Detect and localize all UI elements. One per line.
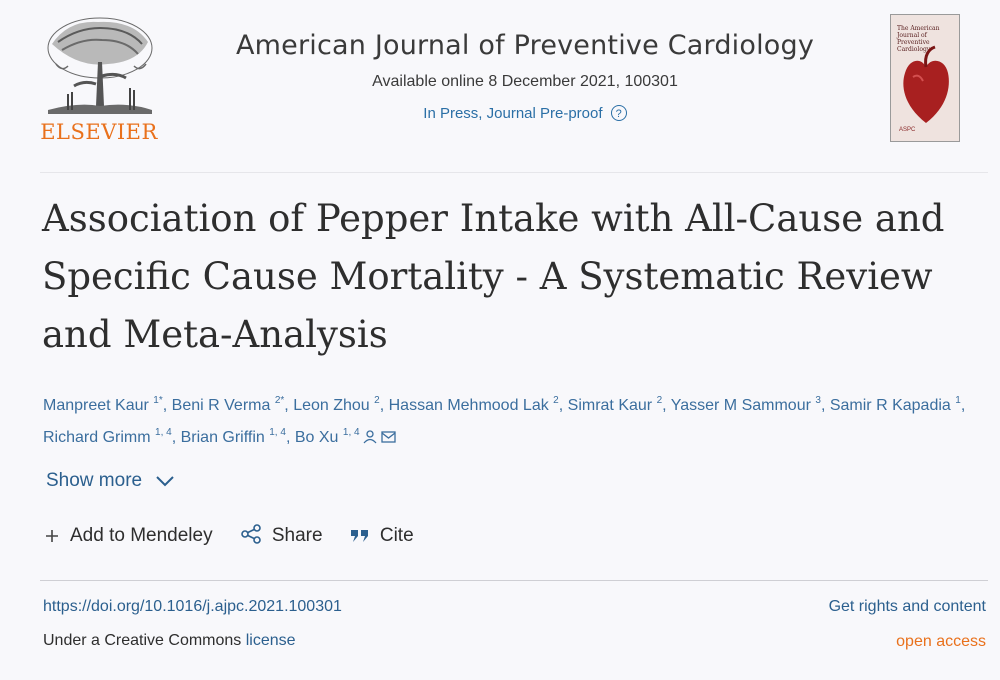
author-affiliation: 1, 4 xyxy=(342,427,360,438)
author-affiliation: 2* xyxy=(274,395,285,406)
elsevier-tree-icon xyxy=(38,14,160,118)
author-affiliation: 1, 4 xyxy=(155,427,172,438)
author-affiliation: 2 xyxy=(374,395,380,406)
author-link[interactable] xyxy=(293,397,380,414)
author-separator: , xyxy=(284,397,289,414)
author-separator: , xyxy=(820,397,826,414)
article-actions xyxy=(44,524,436,552)
person-email-icon[interactable] xyxy=(363,430,397,444)
author-name: Leon Zhou xyxy=(293,397,370,414)
author-link[interactable] xyxy=(389,397,559,414)
author-name: Manpreet Kaur xyxy=(43,397,149,414)
author-separator: , xyxy=(960,397,966,414)
elsevier-wordmark: ELSEVIER xyxy=(40,120,158,144)
author-name: Bo Xu xyxy=(294,429,339,446)
author-separator: , xyxy=(171,429,177,446)
license-text xyxy=(43,632,296,650)
cover-footer: ASPC xyxy=(899,127,916,133)
header-divider xyxy=(40,172,988,173)
show-more-button[interactable] xyxy=(46,470,175,492)
author-link[interactable] xyxy=(671,397,821,414)
author-name: Simrat Kaur xyxy=(567,397,653,414)
cover-title: The American Journal of Preventive Cardiology xyxy=(897,25,940,53)
quote-icon xyxy=(350,528,370,544)
author-link[interactable] xyxy=(568,397,662,414)
author-name: Beni R Verma xyxy=(171,397,271,414)
author-link[interactable] xyxy=(172,397,285,414)
author-list xyxy=(43,390,983,454)
journal-info xyxy=(190,30,860,122)
help-icon[interactable]: ? xyxy=(611,105,627,121)
heart-icon xyxy=(891,15,961,143)
article-title: Association of Pepper Intake with All-Cause and Specific Cause Mortality - A Systematic Review and Meta-Analysis xyxy=(42,197,945,356)
author-separator: , xyxy=(558,397,564,414)
license-prefix: Under a Creative Commons xyxy=(43,632,246,649)
share-button[interactable] xyxy=(240,524,323,547)
plus-icon xyxy=(44,528,60,544)
author-name: Brian Griffin xyxy=(180,429,265,446)
author-affiliation: 1 xyxy=(955,395,961,406)
journal-header xyxy=(0,0,1000,172)
rights-link[interactable]: Get rights and content xyxy=(828,598,986,615)
author-separator: , xyxy=(662,397,667,414)
author-name: Richard Grimm xyxy=(43,429,151,446)
journal-status[interactable] xyxy=(190,105,860,122)
chevron-down-icon xyxy=(155,475,175,487)
author-name: Samir R Kapadia xyxy=(829,397,951,414)
cite-button[interactable] xyxy=(350,525,414,547)
author-affiliation: 3 xyxy=(815,395,821,406)
author-name: Hassan Mehmood Lak xyxy=(388,397,549,414)
availability-date: Available online 8 December 2021, 100301 xyxy=(372,73,678,90)
author-affiliation: 1* xyxy=(153,395,163,406)
author-affiliation: 2 xyxy=(656,395,663,406)
journal-title[interactable]: American Journal of Preventive Cardiology xyxy=(235,30,815,61)
elsevier-logo[interactable] xyxy=(38,14,160,146)
cite-label: Cite xyxy=(379,525,414,546)
doi-link[interactable]: https://doi.org/10.1016/j.ajpc.2021.100301 xyxy=(43,598,342,615)
author-name: Yasser M Sammour xyxy=(670,397,811,414)
author-separator: , xyxy=(379,397,385,414)
author-affiliation: 1, 4 xyxy=(269,427,286,438)
journal-cover[interactable] xyxy=(890,14,960,142)
add-to-mendeley-button[interactable] xyxy=(44,525,213,547)
author-link[interactable] xyxy=(181,429,286,446)
author-link[interactable] xyxy=(43,429,172,446)
add-to-mendeley-label: Add to Mendeley xyxy=(70,525,213,546)
author-link[interactable] xyxy=(43,397,163,414)
share-label: Share xyxy=(271,525,323,546)
footer-divider xyxy=(40,580,988,581)
author-link[interactable] xyxy=(830,397,961,414)
license-link[interactable]: license xyxy=(245,632,296,649)
author-affiliation: 2 xyxy=(553,395,559,406)
author-separator: , xyxy=(162,397,168,414)
show-more-label: Show more xyxy=(46,470,143,491)
share-icon xyxy=(240,524,262,544)
open-access-badge: open access xyxy=(896,633,986,650)
author-link[interactable] xyxy=(295,429,397,446)
journal-status-label[interactable]: In Press, Journal Pre-proof xyxy=(423,105,603,122)
author-separator: , xyxy=(285,429,291,446)
